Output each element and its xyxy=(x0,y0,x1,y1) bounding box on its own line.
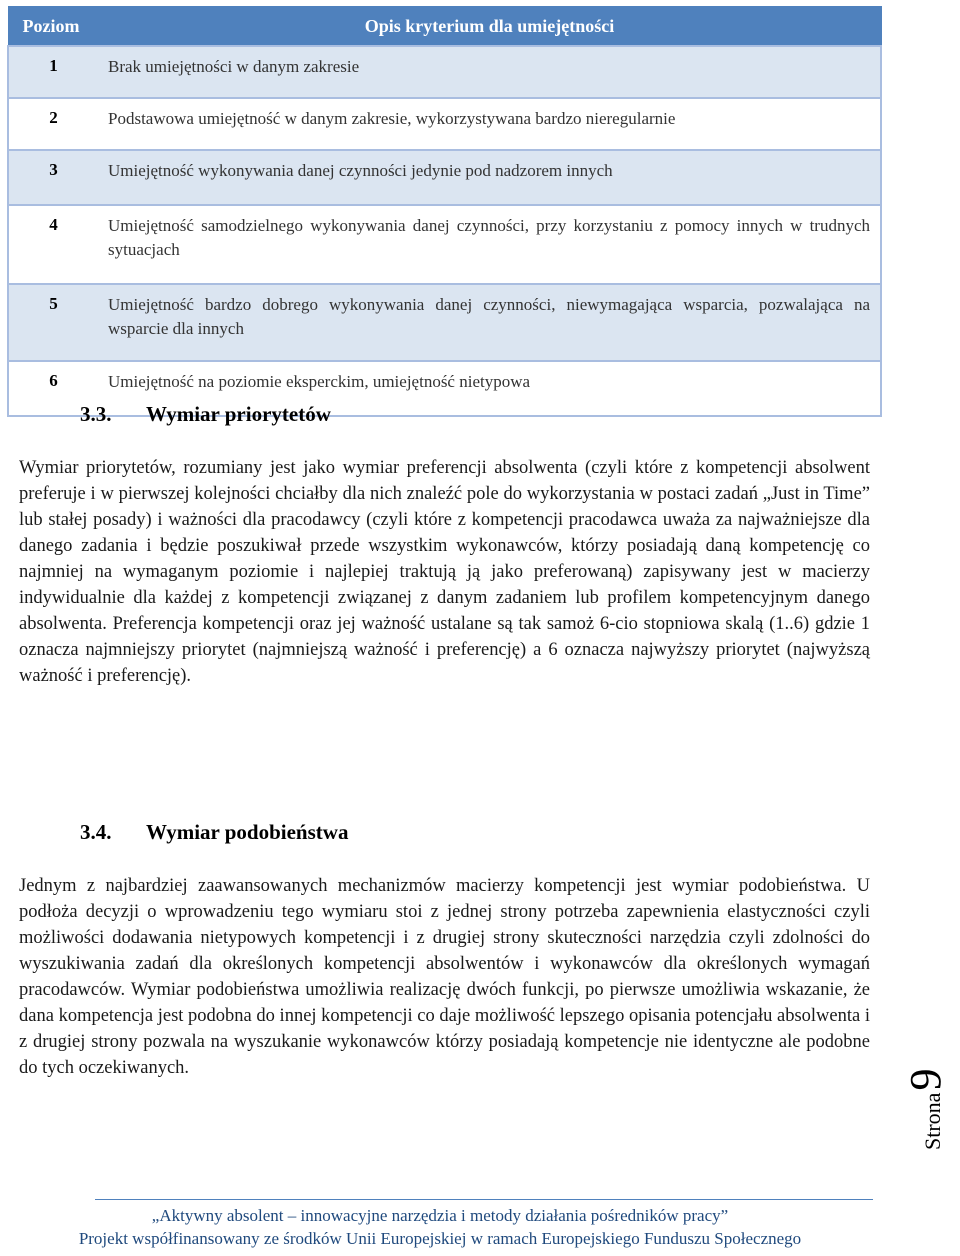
row-level: 4 xyxy=(8,205,98,284)
header-description: Opis kryterium dla umiejętności xyxy=(98,7,881,47)
row-level: 3 xyxy=(8,150,98,205)
row-description: Umiejętność bardzo dobrego wykonywania danej czynności, niewymagająca wsparcia, pozwalająca na wsparcie dla innych xyxy=(98,284,881,361)
row-description: Umiejętność samodzielnego wykonywania danej czynności, przy korzystaniu z pomocy innych w trudnych sytuacjach xyxy=(98,205,881,284)
row-description: Podstawowa umiejętność w danym zakresie, wykorzystywana bardzo nieregularnie xyxy=(98,98,881,150)
row-description: Brak umiejętności w danym zakresie xyxy=(98,46,881,98)
section-title: Wymiar podobieństwa xyxy=(146,820,349,844)
section-heading-3-3 xyxy=(80,402,331,427)
table-row xyxy=(8,98,881,150)
row-description: Umiejętność na poziomie eksperckim, umiejętność nietypowa xyxy=(98,361,881,416)
footer-divider xyxy=(95,1199,873,1200)
row-description: Umiejętność wykonywania danej czynności jedynie pod nadzorem innych xyxy=(98,150,881,205)
page-number-vertical xyxy=(900,1069,951,1150)
table-row xyxy=(8,150,881,205)
page-label: Strona xyxy=(920,1092,945,1150)
section-number: 3.3. xyxy=(80,402,112,426)
section-title: Wymiar priorytetów xyxy=(146,402,331,426)
section-body-3-4: Jednym z najbardziej zaawansowanych mechanizmów macierzy kompetencji jest wymiar podobieństwa. U podłoża decyzji o wprowadzeniu tego wymiaru stoi z jednej strony potrzeba zapewnienia elastyczności czyli możliwości dodawania nietypowych kompetencji i z drugiej strony skuteczności narzędzia czyli zdolności do wyszukiwania zadań dla określonych kompetencji absolwentów i wykonawców dla określonych wymagań pracodawców. Wymiar podobieństwa umożliwia realizację dwóch funkcji, po pierwsze umożliwia wskazanie, że dana kompetencja jest podobna do innej kompetencji co daje możliwość lepszego opisania potencjału absolwenta i z drugiej strony pozwala na wyszukanie wykonawców którzy posiadają kompetencje nie identyczne ale podobne do tych oczekiwanych. xyxy=(19,876,870,1078)
footer-project-title: „Aktywny absolent – innowacyjne narzędzia i metody działania pośredników pracy” xyxy=(151,1206,729,1225)
row-level: 6 xyxy=(8,361,98,416)
row-level: 1 xyxy=(8,46,98,98)
section-number: 3.4. xyxy=(80,820,112,844)
table-row xyxy=(8,46,881,98)
section-heading-3-4 xyxy=(80,820,348,845)
section-body-3-3: Wymiar priorytetów, rozumiany jest jako wymiar preferencji absolwenta (czyli które z kompetencji absolwent preferuje i w pierwszej kolejności chciałby dla nich znaleźć pole do wykorzystania w postaci zadań „Just in Time” lub stałej posady) i ważności dla pracodawcy (czyli które z kompetencji pracodawca uważa za najważniejsze dla danego zadania i będzie poszukiwał przede wszystkim wykonawców, którzy posiadają daną kompetencję co najmniej na wymaganym poziomie i najlepiej traktują ją jako preferowaną) zapisywany jest w macierzy indywidualnie dla każdej z kompetencji związanej z danym zadaniem lub profilem kompetencyjnym danego absolwenta. Preferencja kompetencji oraz jej ważność ustalane są tak samoż 6-cio stopniowa skalą (1..6) gdzie 1 oznacza najmniejszy priorytet (najmniejszą ważność i preferencję) a 6 oznacza najwyższy priorytet (najwyższą ważność i preferencję). xyxy=(19,458,870,686)
header-level: Poziom xyxy=(8,7,98,47)
page-number: 9 xyxy=(901,1068,950,1091)
table-header-row xyxy=(8,7,881,47)
row-level: 5 xyxy=(8,284,98,361)
row-level: 2 xyxy=(8,98,98,150)
table-row xyxy=(8,284,881,361)
footer-funding-note: Projekt współfinansowany ze środków Unii Europejskiej w ramach Europejskiego Funduszu Społecznego xyxy=(78,1229,802,1248)
criteria-table xyxy=(7,6,882,417)
table-row xyxy=(8,205,881,284)
